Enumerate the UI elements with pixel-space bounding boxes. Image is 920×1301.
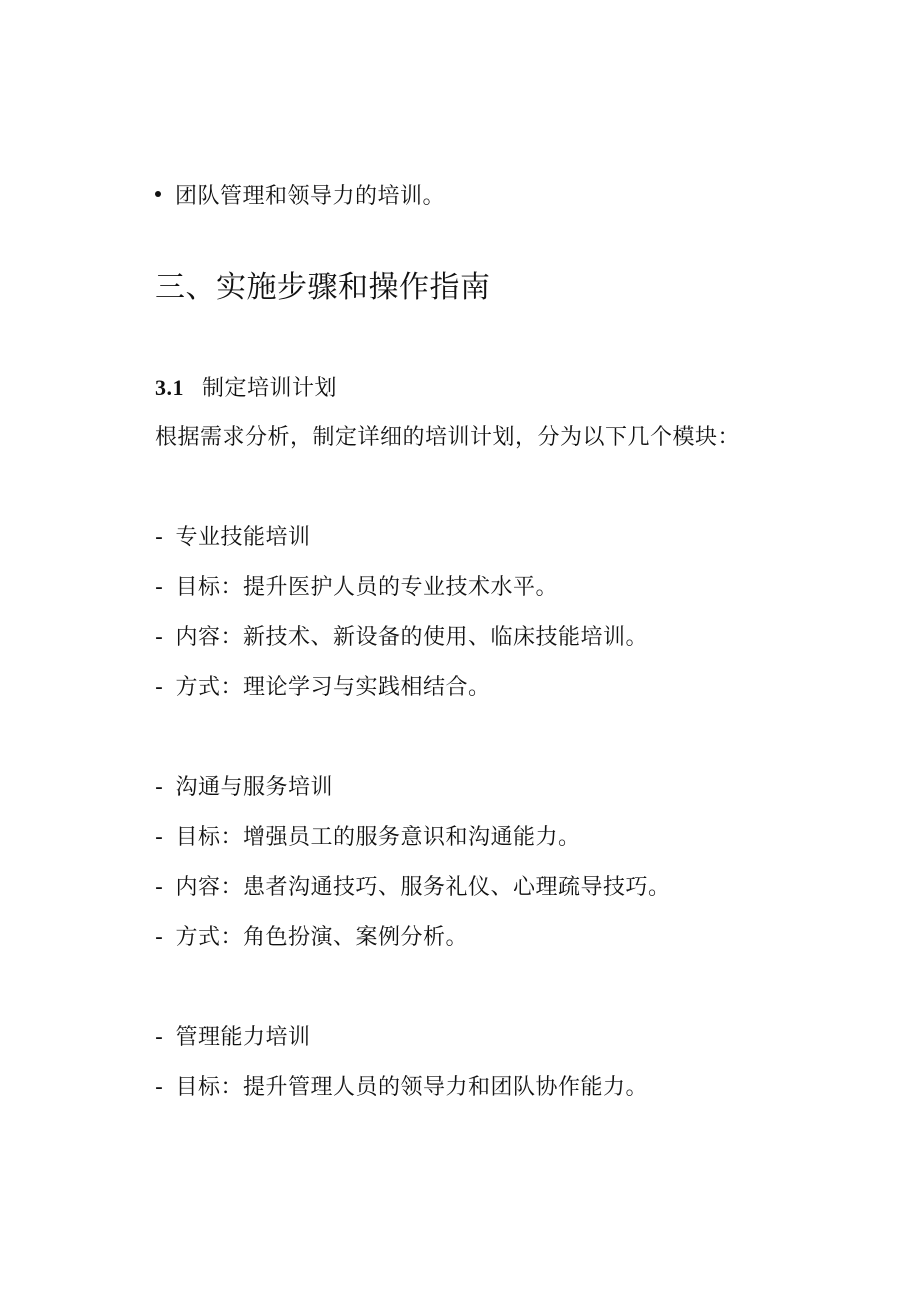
- module-content: [155, 623, 648, 653]
- module-content-text: 内容：新技术、新设备的使用、临床技能培训。: [175, 625, 648, 650]
- module-method-text: 方式：角色扮演、案例分析。: [175, 925, 468, 950]
- module-goal-text: 目标：增强员工的服务意识和沟通能力。: [175, 825, 581, 850]
- bullet-item-text: 团队管理和领导力的培训。: [175, 184, 446, 209]
- module-name: 管理能力培训: [175, 1025, 311, 1050]
- subsection-number: 3.1: [155, 375, 184, 400]
- module-name: 专业技能培训: [175, 525, 311, 550]
- module-name: 沟通与服务培训: [175, 775, 333, 800]
- bullet-dot-icon: [155, 191, 161, 197]
- module-title: [155, 523, 310, 553]
- module-goal: [155, 573, 558, 603]
- dash-marker: -: [155, 675, 164, 700]
- intro-paragraph: 根据需求分析，制定详细的培训计划，分为以下几个模块：: [155, 425, 741, 450]
- module-method: [155, 673, 490, 703]
- module-method: [155, 923, 468, 953]
- subsection-title: 制定培训计划: [202, 376, 338, 401]
- dash-marker: -: [155, 575, 164, 600]
- section-heading: 三、实施步骤和操作指南: [155, 270, 491, 305]
- dash-marker: -: [155, 625, 164, 650]
- dash-marker: -: [155, 925, 164, 950]
- module-content: [155, 873, 670, 903]
- dash-marker: -: [155, 825, 164, 850]
- module-goal: [155, 823, 580, 853]
- dash-marker: -: [155, 775, 164, 800]
- module-content-text: 内容：患者沟通技巧、服务礼仪、心理疏导技巧。: [175, 875, 671, 900]
- dash-marker: -: [155, 1025, 164, 1050]
- dash-marker: -: [155, 1075, 164, 1100]
- dash-marker: -: [155, 875, 164, 900]
- module-method-text: 方式：理论学习与实践相结合。: [175, 675, 491, 700]
- module-title: [155, 773, 333, 803]
- module-title: [155, 1023, 310, 1053]
- bullet-item: [155, 182, 445, 212]
- module-goal-text: 目标：提升医护人员的专业技术水平。: [175, 575, 558, 600]
- module-goal-text: 目标：提升管理人员的领导力和团队协作能力。: [175, 1075, 648, 1100]
- dash-marker: -: [155, 525, 164, 550]
- subsection-heading: [155, 373, 337, 404]
- module-goal: [155, 1073, 648, 1103]
